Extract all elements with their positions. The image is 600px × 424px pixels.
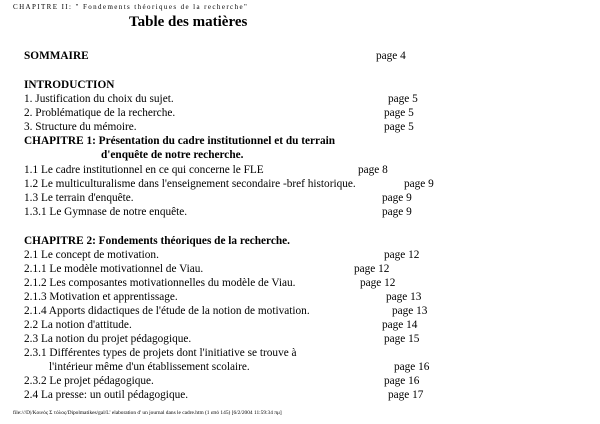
file-path-footer: file:///D|/Κοινός Σ τόλος/Dipolmatikes/gal/L' elaboration d' un journal dans le cadre.htm (1 από 145) [6/2/2004 11:59:34 πμ]	[13, 410, 282, 416]
toc-entry-page: page 13	[386, 291, 422, 303]
toc-entry-text: CHAPITRE 2: Fondements théoriques de la recherche.	[24, 235, 290, 247]
toc-entry-page: page 16	[384, 375, 420, 387]
toc-entry-text: 2.3.1 Différentes types de projets dont l'initiative se trouve à	[24, 347, 297, 359]
toc-entry-page: page 12	[384, 249, 420, 261]
toc-entry-text: SOMMAIRE	[24, 50, 89, 62]
toc-entry-page: page 14	[382, 319, 418, 331]
toc-entry-text: 1.3.1 Le Gymnase de notre enquête.	[24, 206, 188, 218]
toc-entry-text: l'intérieur même d'un établissement scolaire.	[49, 361, 250, 373]
toc-entry-text: 3. Structure du mémoire.	[24, 121, 137, 133]
toc-entry-text: CHAPITRE 1: Présentation du cadre institutionnel et du terrain	[24, 135, 336, 147]
toc-entry-text: 2.4 La presse: un outil pédagogique.	[24, 389, 189, 401]
toc-entry-page: page 8	[358, 164, 388, 176]
toc-entry-page: page 9	[382, 206, 412, 218]
toc-entry-text: 1.3 Le terrain d'enquête.	[24, 192, 134, 204]
toc-entry-page: page 15	[384, 333, 420, 345]
toc-entry-page: page 16	[394, 361, 430, 373]
toc-entry-text: 1.2 Le multiculturalisme dans l'enseignement secondaire -bref historique.	[24, 178, 356, 190]
toc-entry-page: page 12	[354, 263, 390, 275]
toc-entry-page: page 5	[388, 93, 418, 105]
toc-entry-text: 2.1.2 Les composantes motivationnelles du modèle de Viau.	[24, 277, 296, 289]
toc-entry-text: 2.2 La notion d'attitude.	[24, 319, 132, 331]
toc-entry-text: 1.1 Le cadre institutionnel en ce qui concerne le FLE	[24, 164, 264, 176]
toc-entry-text: 2.3.2 Le projet pédagogique.	[24, 375, 154, 387]
toc-entry-page: page 5	[384, 121, 414, 133]
page-title: Table des matières	[129, 14, 248, 30]
toc-entry-page: page 12	[360, 277, 396, 289]
toc-entry-page: page 5	[384, 107, 414, 119]
toc-entry-text: 2.3 La notion du projet pédagogique.	[24, 333, 192, 345]
toc-entry-page: page 4	[376, 50, 406, 62]
toc-entry-text: 2.1.1 Le modèle motivationnel de Viau.	[24, 263, 204, 275]
toc-entry-text: d'enquête de notre recherche.	[101, 149, 244, 161]
toc-entry-text: 1. Justification du choix du sujet.	[24, 93, 174, 105]
toc-entry-text: 2. Problématique de la recherche.	[24, 107, 176, 119]
toc-entry-text: INTRODUCTION	[24, 79, 115, 91]
toc-entry-page: page 9	[382, 192, 412, 204]
running-header: CHAPITRE II: " Fondements théoriques de la recherche"	[13, 3, 249, 11]
toc-entry-text: 2.1 Le concept de motivation.	[24, 249, 159, 261]
toc-entry-page: page 9	[404, 178, 434, 190]
toc-entry-page: page 13	[392, 305, 428, 317]
toc-entry-page: page 17	[388, 389, 424, 401]
toc-entry-text: 2.1.3 Motivation et apprentissage.	[24, 291, 178, 303]
toc-entry-text: 2.1.4 Apports didactiques de l'étude de la notion de motivation.	[24, 305, 310, 317]
